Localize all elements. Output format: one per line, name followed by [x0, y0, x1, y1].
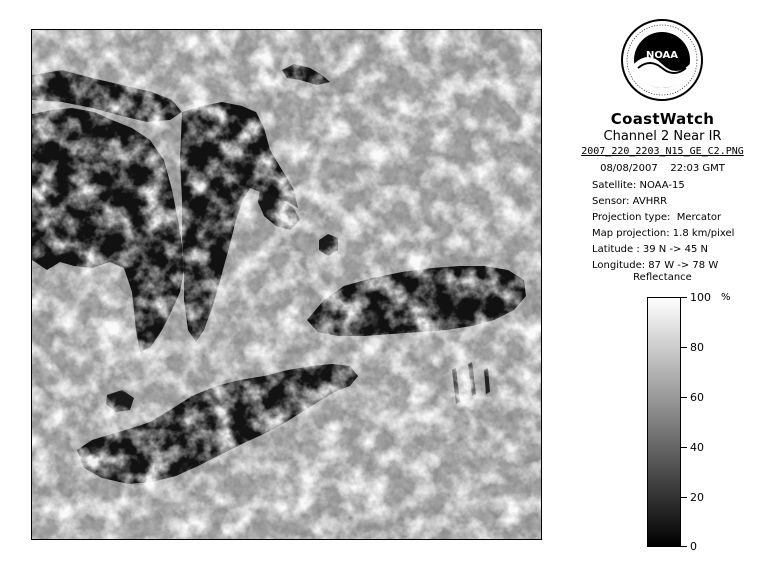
scale-tick-label: 100	[690, 291, 711, 304]
noaa-logo-svg	[620, 18, 704, 102]
scale-tick	[681, 546, 687, 547]
scale-tick-label: 40	[690, 441, 704, 454]
longitude-info: Longitude: 87 W -> 78 W	[592, 260, 719, 271]
satellite-image	[31, 29, 542, 540]
scale-tick	[681, 397, 687, 398]
scale-tick	[681, 347, 687, 348]
scale-title: Reflectance	[633, 272, 692, 283]
scale-unit: %	[721, 292, 731, 303]
scale-tick	[681, 297, 687, 298]
water-haze	[32, 310, 542, 540]
scale-tick-label: 80	[690, 341, 704, 354]
scale-tick	[681, 447, 687, 448]
noaa-logo-text: NOAA	[645, 50, 679, 61]
noaa-logo-icon	[620, 18, 704, 102]
scale-tick-label: 0	[690, 540, 697, 553]
acquisition-datetime: 08/08/2007 22:03 GMT	[600, 163, 725, 174]
scale-tick-label: 20	[690, 491, 704, 504]
map-projection-info: Map projection: 1.8 km/pixel	[592, 228, 735, 239]
channel-name: Channel 2 Near IR	[603, 129, 722, 144]
satellite-image-svg	[32, 30, 542, 540]
file-name: 2007_220_2203_N15_GE_C2.PNG	[581, 146, 744, 157]
scale-tick-label: 60	[690, 391, 704, 404]
brand-title: CoastWatch	[610, 110, 715, 128]
sensor-info: Sensor: AVHRR	[592, 196, 668, 207]
scale-tick	[681, 497, 687, 498]
reflectance-colorbar	[647, 297, 681, 547]
satellite-info: Satellite: NOAA-15	[592, 180, 685, 191]
projection-type-info: Projection type: Mercator	[592, 212, 722, 223]
latitude-info: Latitude : 39 N -> 45 N	[592, 244, 708, 255]
